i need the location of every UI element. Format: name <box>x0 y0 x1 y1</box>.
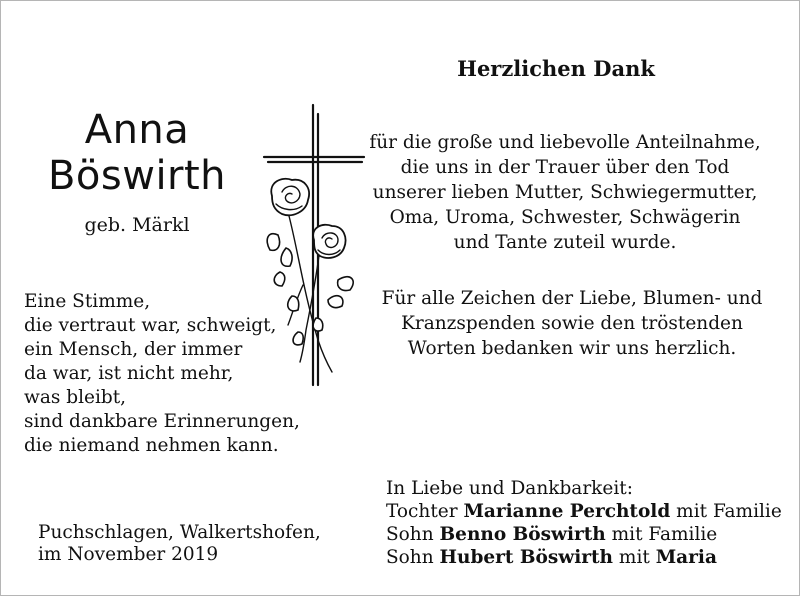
poem-line: da war, ist nicht mehr, <box>24 363 234 384</box>
paragraph-line: unserer lieben Mutter, Schwiegermutter, <box>372 182 758 203</box>
page-title: Herzlichen Dank <box>457 56 655 81</box>
poem-line: Eine Stimme, <box>24 291 151 312</box>
suffix: mit Familie <box>676 501 782 522</box>
poem-line: die niemand nehmen kann. <box>24 435 279 456</box>
relation: Tochter <box>386 501 458 522</box>
family-member-line <box>386 523 782 546</box>
family-member-name: Benno Böswirth <box>439 524 606 545</box>
place-and-date <box>38 522 321 566</box>
poem-line: ein Mensch, der immer <box>24 339 243 360</box>
gratitude-paragraph <box>372 286 772 361</box>
family-member-line <box>386 546 782 569</box>
partner-name: Maria <box>655 547 717 568</box>
poem-line: die vertraut war, schweigt, <box>24 315 277 336</box>
date: im November 2019 <box>38 544 219 565</box>
paragraph-line: Kranzspenden sowie den tröstenden <box>401 313 743 334</box>
maiden-name: geb. Märkl <box>84 214 190 236</box>
thanks-paragraph <box>365 130 765 255</box>
family-member-line <box>386 500 782 523</box>
signoff-intro: In Liebe und Dankbarkeit: <box>386 478 633 499</box>
relation: Sohn <box>386 524 434 545</box>
paragraph-line: die uns in der Trauer über den Tod <box>400 157 730 178</box>
paragraph-line: Für alle Zeichen der Liebe, Blumen- und <box>381 288 763 309</box>
family-member-name: Marianne Perchtold <box>463 501 671 522</box>
poem-line: was bleibt, <box>24 387 127 408</box>
paragraph-line: Worten bedanken wir uns herzlich. <box>407 338 737 359</box>
suffix: mit <box>618 547 650 568</box>
suffix: mit Familie <box>611 524 718 545</box>
cross-with-roses-icon <box>258 100 368 390</box>
paragraph-line: für die große und liebevolle Anteilnahme, <box>369 132 761 153</box>
deceased-first-name: Anna <box>84 107 190 153</box>
paragraph-line: und Tante zuteil wurde. <box>453 232 677 253</box>
place: Puchschlagen, Walkertshofen, <box>38 522 321 543</box>
family-signoff <box>386 477 782 569</box>
poem-line: sind dankbare Erinnerungen, <box>24 411 300 432</box>
paragraph-line: Oma, Uroma, Schwester, Schwägerin <box>389 207 741 228</box>
relation: Sohn <box>386 547 434 568</box>
family-member-name: Hubert Böswirth <box>439 547 614 568</box>
deceased-last-name: Böswirth <box>47 153 227 199</box>
